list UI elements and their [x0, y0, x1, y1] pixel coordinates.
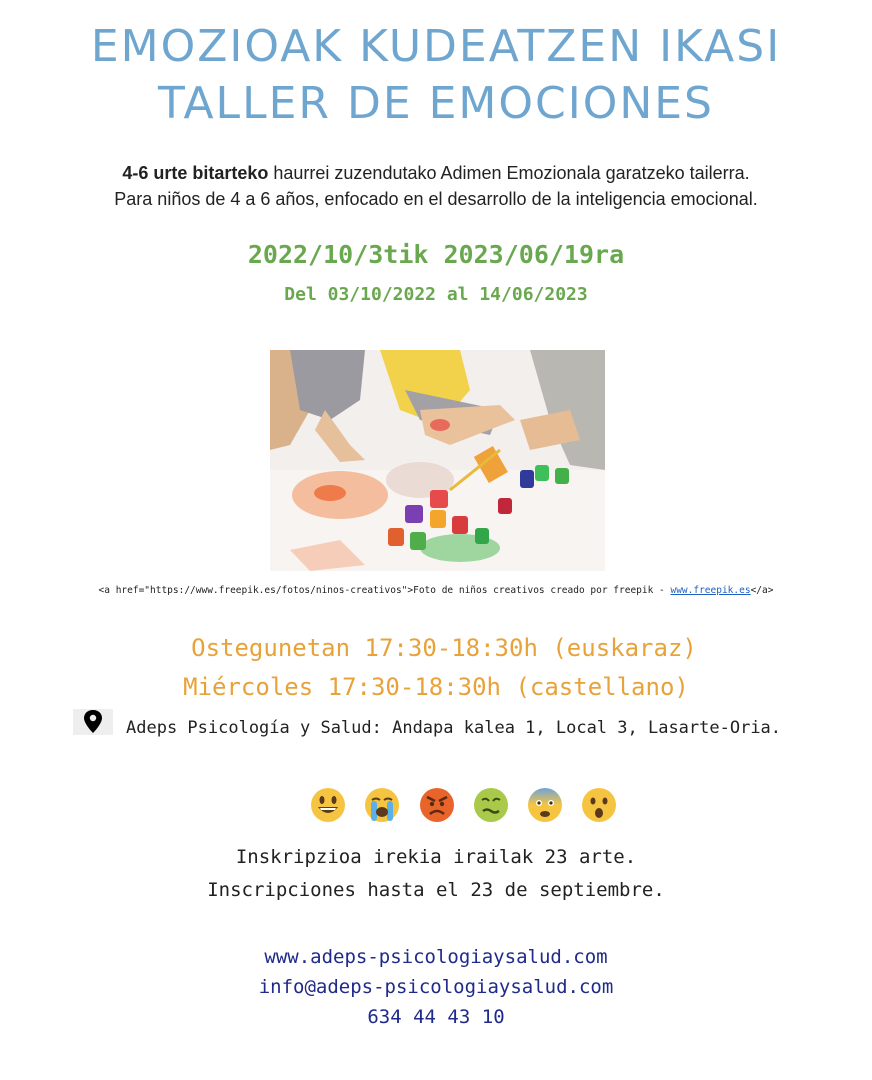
title-spanish: TALLER DE EMOCIONES — [158, 78, 714, 129]
freepik-link[interactable]: www.freepik.es — [670, 585, 751, 596]
grinning-face-icon — [309, 786, 347, 824]
children-painting-photo — [270, 350, 605, 571]
anxious-face-icon — [526, 786, 564, 824]
surprised-face-icon — [580, 786, 618, 824]
schedule-basque: Ostegunetan 17:30-18:30h (euskaraz) — [191, 634, 697, 662]
email-text[interactable]: info@adeps-psicologiaysalud.com — [258, 976, 614, 998]
crying-face-icon — [363, 786, 401, 824]
schedule-spanish: Miércoles 17:30-18:30h (castellano) — [183, 673, 689, 701]
dates-spanish: Del 03/10/2022 al 14/06/2023 — [284, 284, 588, 305]
emoji-row — [0, 786, 872, 826]
intro-basque — [0, 160, 872, 186]
website-text[interactable]: www.adeps-psicologiaysalud.com — [264, 946, 608, 968]
intro-age-range: 4-6 urte bitarteko — [122, 163, 269, 183]
photo-credit — [0, 585, 872, 596]
title-basque: EMOZIOAK KUDEATZEN IKASI — [90, 21, 782, 72]
registration-basque: Inskripzioa irekia irailak 23 arte. — [235, 846, 637, 868]
website-link[interactable] — [0, 946, 872, 968]
phone-number: 634 44 43 10 — [367, 1006, 505, 1028]
email-link[interactable] — [0, 976, 872, 998]
intro-spanish: Para niños de 4 a 6 años, enfocado en el desarrollo de la inteligencia emocional. — [114, 189, 758, 209]
angry-face-icon — [418, 786, 456, 824]
photo-credit-text: <a href="https://www.freepik.es/fotos/ninos-creativos">Foto de niños creativos creado por freepik - — [98, 585, 671, 596]
map-pin-icon — [73, 709, 113, 735]
photo-credit-tail: </a> — [750, 585, 774, 596]
address: Adeps Psicología y Salud: Andapa kalea 1, Local 3, Lasarte-Oria. — [126, 718, 782, 738]
dates-basque: 2022/10/3tik 2023/06/19ra — [247, 240, 625, 269]
registration-spanish: Inscripciones hasta el 23 de septiembre. — [207, 879, 665, 901]
intro-basque-text: haurrei zuzendutako Adimen Emozionala garatzeko tailerra. — [268, 163, 750, 183]
nauseated-face-icon — [472, 786, 510, 824]
